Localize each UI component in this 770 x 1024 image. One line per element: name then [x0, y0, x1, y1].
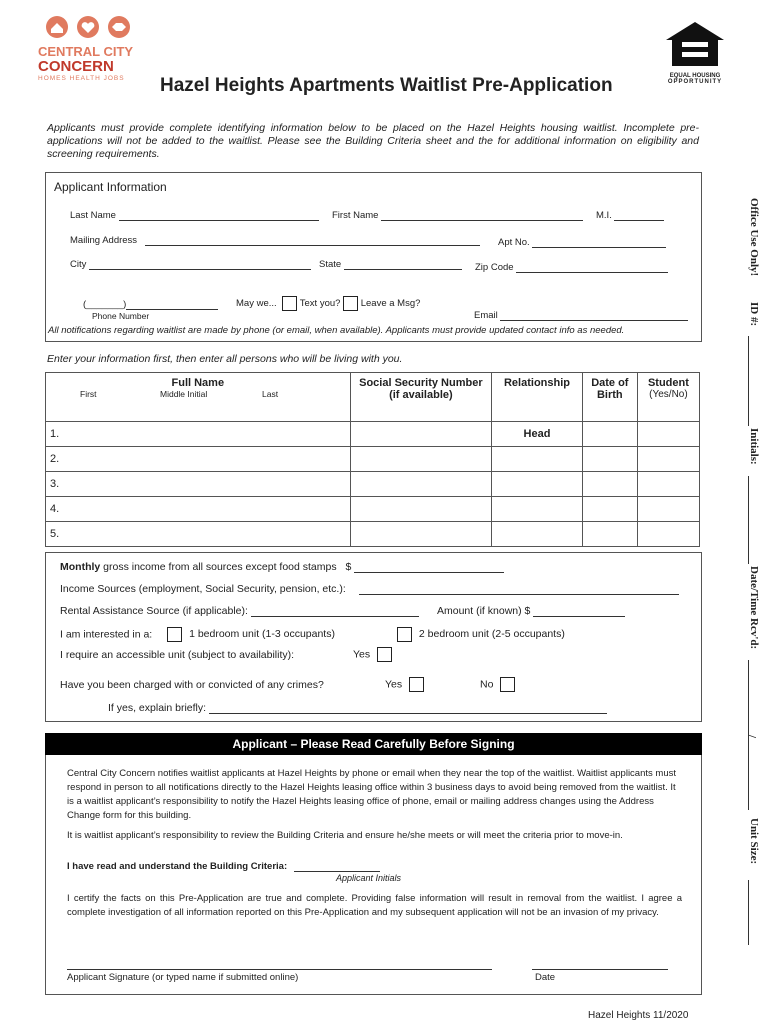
- crimes-no-label: No: [480, 678, 494, 691]
- student-subtitle: (Yes/No): [649, 389, 688, 400]
- state-row: [319, 258, 462, 270]
- mailing-label: Mailing Address: [70, 235, 138, 246]
- mailing-row: [70, 234, 480, 246]
- row-number[interactable]: 2.: [46, 447, 351, 472]
- name-subheaders: [50, 389, 346, 401]
- ssn-title: Social Security Number: [359, 377, 483, 389]
- org-tagline: HOMES HEALTH JOBS: [38, 75, 125, 82]
- household-instruction: Enter your information first, then enter all persons who will be living with you.: [47, 353, 403, 365]
- zip-field[interactable]: [516, 261, 668, 273]
- ssn-subtitle: (if available): [389, 389, 453, 401]
- crimes-row: [60, 679, 324, 691]
- phone-row: [83, 298, 218, 310]
- apt-row: [498, 236, 666, 248]
- office-unit-size-label: Unit Size:: [748, 818, 760, 865]
- initials-label: Applicant Initials: [336, 873, 402, 883]
- leave-msg-label: Leave a Msg?: [360, 298, 421, 310]
- monthly-label: gross income from all sources except food stamps: [100, 561, 337, 573]
- mi-row: [596, 209, 664, 221]
- sub-first: First: [80, 389, 97, 399]
- dob-header: [582, 373, 637, 422]
- first-name-row: [332, 209, 583, 221]
- ssn-cell[interactable]: [350, 447, 492, 472]
- two-bed-label: 2 bedroom unit (2-5 occupants): [418, 628, 565, 641]
- first-name-field[interactable]: [381, 209, 583, 221]
- office-slash: /: [746, 735, 758, 739]
- office-use-sidebar: [742, 190, 762, 950]
- table-row: [46, 522, 700, 547]
- ssn-header: [350, 373, 492, 422]
- phone-field[interactable]: [126, 298, 218, 310]
- dob-title: Date of: [591, 377, 629, 389]
- explain-label: If yes, explain briefly:: [108, 702, 207, 714]
- crimes-yes-row: [385, 677, 424, 692]
- certify-paragraph: I certify the facts on this Pre-Application are true and complete. Providing false information will result in removal from the waitlist. I agree a complete investigation of all information reported on this Pre-Application and my subsequent application will not be an invasion of my privacy.: [67, 893, 682, 918]
- phone-label: Phone Number: [92, 311, 150, 321]
- student-header: [637, 373, 699, 422]
- crimes-no-checkbox[interactable]: [500, 677, 515, 692]
- signature-label: Applicant Signature (or typed name if submitted online): [67, 972, 299, 983]
- relationship-header: Relationship: [492, 373, 583, 422]
- eho-line1: EQUAL HOUSING: [669, 73, 721, 79]
- state-label: State: [319, 259, 342, 270]
- amount-row: [437, 605, 625, 617]
- rental-assist-field[interactable]: [251, 605, 419, 617]
- student-cell[interactable]: [637, 422, 699, 447]
- full-name-title: Full Name: [171, 377, 225, 389]
- row-number[interactable]: 5.: [46, 522, 351, 547]
- student-cell[interactable]: [637, 522, 699, 547]
- criteria-paragraph: It is waitlist applicant’s responsibility to review the Building Criteria and ensure he/she meets or will meet the criteria prior to move-in.: [67, 830, 623, 841]
- table-row: [46, 472, 700, 497]
- explain-field[interactable]: [209, 702, 607, 714]
- city-row: [70, 258, 311, 270]
- mailing-field[interactable]: [145, 234, 480, 246]
- last-name-row: [70, 209, 319, 221]
- row-number[interactable]: 1.: [46, 422, 351, 447]
- city-label: City: [70, 259, 87, 270]
- text-you-checkbox[interactable]: [282, 296, 297, 311]
- last-name-label: Last Name: [70, 210, 116, 221]
- household-table: [45, 372, 700, 547]
- signature-line[interactable]: [67, 969, 492, 970]
- one-bed-checkbox[interactable]: [167, 627, 182, 642]
- office-datetime-label: Date/Time Rcv'd:: [748, 566, 760, 650]
- crimes-label: Have you been charged with or convicted of any crimes?: [60, 679, 324, 691]
- accessible-row: [60, 649, 294, 661]
- table-row: [46, 497, 700, 522]
- crimes-yes-label: Yes: [385, 678, 403, 691]
- amount-field[interactable]: [533, 605, 625, 617]
- initials-field[interactable]: [294, 860, 380, 872]
- intro-text: Applicants must provide complete identifying information below to be placed on the Hazel Heights housing waitlist. Incomplete pre-applications will not be added to the waitlist. Please see the Building Criteria sheet and the for additional information on eligibility and screening requirements.: [47, 122, 699, 160]
- household-header-row: [46, 373, 700, 422]
- org-name-1: CENTRAL CITY: [38, 44, 134, 59]
- notify-paragraph: Central City Concern notifies waitlist applicants at Hazel Heights by phone or email when they near the top of the waitlist. Waitlist applicants must respond in person to all notifications directly to the Hazel Heights leasing office within 3 business days to avoid being removed from the waitlist. It is a waitlist applicant’s responsibility to notify the Hazel Heights leasing office of phone, email or mailing address changes using the Address Change form for this building.: [67, 768, 676, 821]
- apt-label: Apt No.: [498, 237, 530, 248]
- full-name-header: [46, 373, 351, 422]
- signing-banner: Applicant – Please Read Carefully Before Signing: [45, 733, 702, 755]
- monthly-income-field[interactable]: [354, 561, 504, 573]
- date-line[interactable]: [532, 969, 668, 970]
- mi-field[interactable]: [614, 209, 664, 221]
- sub-middle: Middle Initial: [160, 389, 208, 399]
- amount-label: Amount (if known) $: [437, 605, 531, 617]
- accessible-label: I require an accessible unit (subject to availability):: [60, 649, 295, 661]
- row-number[interactable]: 4.: [46, 497, 351, 522]
- applicant-heading: Applicant Information: [54, 180, 167, 194]
- page-title: Hazel Heights Apartments Waitlist Pre-Application: [160, 75, 613, 96]
- accessible-yes-label: Yes: [353, 648, 371, 661]
- notification-notice: All notifications regarding waitlist are made by phone (or email, when available). Applicants must provide updated contact info as needed.: [48, 325, 625, 336]
- footer-version: Hazel Heights 11/2020: [588, 1010, 689, 1021]
- office-id-field[interactable]: [748, 336, 749, 426]
- relationship-cell: Head: [492, 422, 583, 447]
- date-label: Date: [535, 972, 556, 983]
- text-you-label: Text you?: [299, 298, 341, 310]
- one-bed-label: 1 bedroom unit (1-3 occupants): [189, 628, 335, 641]
- two-bed-row: [397, 627, 565, 642]
- dob-subtitle: Birth: [596, 389, 623, 401]
- first-name-label: First Name: [332, 210, 379, 221]
- rental-assist-row: [60, 605, 419, 617]
- explain-row: [108, 702, 607, 714]
- dob-cell[interactable]: [582, 522, 637, 547]
- leave-msg-checkbox[interactable]: [343, 296, 358, 311]
- office-use-label: Office Use Only!: [748, 198, 760, 277]
- interested-label: I am interested in a:: [60, 628, 153, 641]
- two-bed-checkbox[interactable]: [397, 627, 412, 642]
- office-id-label: ID #:: [748, 302, 760, 327]
- ssn-cell[interactable]: [350, 522, 492, 547]
- income-sources-row: [60, 583, 679, 595]
- monthly-income-row: [60, 561, 504, 573]
- row-number[interactable]: 3.: [46, 472, 351, 497]
- monthly-bold: Monthly: [60, 561, 101, 573]
- rental-assist-label: Rental Assistance Source (if applicable):: [60, 605, 248, 617]
- state-field[interactable]: [344, 258, 462, 270]
- email-field[interactable]: [500, 309, 688, 321]
- understand-label: I have read and understand the Building Criteria:: [67, 861, 288, 872]
- income-sources-field[interactable]: [359, 583, 679, 595]
- table-row: [46, 422, 700, 447]
- office-unit-size-field[interactable]: [748, 880, 749, 945]
- sub-last: Last: [262, 389, 279, 399]
- table-row: [46, 447, 700, 472]
- accessible-yes-row: [353, 647, 392, 662]
- relationship-cell[interactable]: [492, 497, 583, 522]
- org-logo: [38, 14, 138, 82]
- equal-housing-logo: [660, 20, 730, 85]
- email-label: Email: [474, 310, 498, 321]
- student-cell[interactable]: [637, 472, 699, 497]
- ssn-cell[interactable]: [350, 422, 492, 447]
- zip-label: Zip Code: [475, 262, 514, 273]
- org-name-2: CONCERN: [38, 58, 114, 75]
- student-title: Student: [647, 377, 689, 389]
- relationship-cell[interactable]: [492, 447, 583, 472]
- mi-label: M.I.: [596, 210, 612, 221]
- may-we-row: [236, 296, 420, 311]
- dob-cell[interactable]: [582, 422, 637, 447]
- office-initials-label: Initials:: [748, 428, 760, 465]
- phone-area[interactable]: (_______): [83, 299, 127, 310]
- ssn-cell[interactable]: [350, 472, 492, 497]
- relationship-cell[interactable]: [492, 472, 583, 497]
- student-cell[interactable]: [637, 447, 699, 472]
- understand-row: [67, 860, 380, 872]
- equal-housing-icon: [664, 20, 726, 68]
- dob-cell[interactable]: [582, 447, 637, 472]
- office-initials-field[interactable]: [748, 476, 749, 564]
- monthly-dollar: $: [345, 561, 352, 573]
- crimes-no-row: [480, 677, 515, 692]
- logo-icons: [38, 14, 138, 40]
- dob-cell[interactable]: [582, 472, 637, 497]
- student-cell[interactable]: [637, 497, 699, 522]
- email-row: [474, 309, 688, 321]
- ssn-cell[interactable]: [350, 497, 492, 522]
- crimes-yes-checkbox[interactable]: [409, 677, 424, 692]
- relationship-cell[interactable]: [492, 522, 583, 547]
- apt-field[interactable]: [532, 236, 666, 248]
- dob-cell[interactable]: [582, 497, 637, 522]
- income-sources-label: Income Sources (employment, Social Security, pension, etc.):: [60, 583, 346, 595]
- last-name-field[interactable]: [119, 209, 319, 221]
- city-field[interactable]: [89, 258, 311, 270]
- may-we-label: May we...: [236, 298, 277, 310]
- accessible-yes-checkbox[interactable]: [377, 647, 392, 662]
- zip-row: [475, 261, 668, 273]
- eho-line2: OPPORTUNITY: [667, 79, 723, 85]
- interested-row: [60, 627, 335, 642]
